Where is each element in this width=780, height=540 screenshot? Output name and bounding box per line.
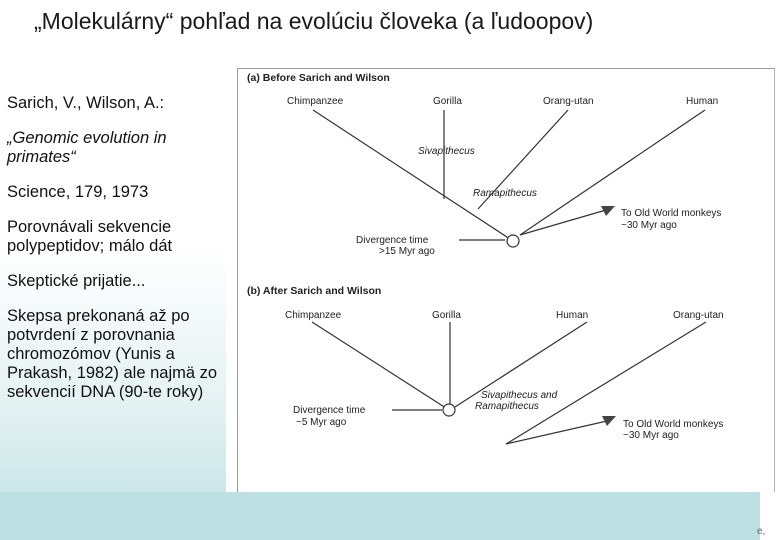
panel-a-divergence-value: >15 Myr ago [379,246,435,257]
bullet-confirmation: Skepsa prekonaná až po potvrdení z porovnania chromozómov (Yunis a Prakash, 1982) ale najmä zo sekvencií DNA (90-te roky) [7,307,218,401]
panel-b-taxon-3: Human [556,310,589,321]
panel-a-taxon-3: Orang-utan [543,96,594,107]
bullet-authors: Sarich, V., Wilson, A.: [7,94,165,112]
node-a-divergence [507,235,519,247]
branch-b-chimpanzee [312,322,449,410]
panel-a-title: (a) Before Sarich and Wilson [247,72,390,84]
panel-a-taxon-2: Gorilla [433,96,462,107]
panel-b-fossil-label: Sivapithecus and [481,390,558,401]
slide-title: „Molekulárny“ pohľad na evolúciu človeka (a ľudoopov) [34,8,594,34]
panel-b-divergence-label: Divergence time [293,405,366,416]
corner-mark: e, [757,526,766,537]
panel-a-taxon-1: Chimpanzee [287,96,344,107]
panel-b-taxon-4: Orang-utan [673,310,724,321]
panel-a-outgroup-label: To Old World monkeys [621,208,722,219]
panel-a-outgroup-value: ~30 Myr ago [621,220,677,231]
branch-a-chimpanzee [313,110,513,241]
panel-b-divergence-value: ~5 Myr ago [296,417,347,428]
panel-a-fossil-1: Sivapithecus [418,146,475,157]
panel-a-divergence-label: Divergence time [356,235,429,246]
bullet-method: Porovnávali sekvencie polypeptidov; málo dát [7,218,173,255]
bullet-journal: Science, 179, 1973 [7,183,149,201]
branch-b-outgroup [506,421,607,444]
arrow-b-outgroup [602,416,616,426]
panel-b-outgroup-label: To Old World monkeys [623,419,724,430]
panel-b-title: (b) After Sarich and Wilson [247,285,382,297]
node-b-divergence [443,404,455,416]
panel-a-fossil-2: Ramapithecus [473,188,537,199]
branch-a-outgroup [520,210,606,235]
panel-b-taxon-1: Chimpanzee [285,310,342,321]
panel-b-outgroup-value: ~30 Myr ago [623,430,679,441]
panel-b-fossil-label-2: Ramapithecus [475,401,539,412]
bullet-paper-title: „Genomic evolution in primates“ [7,129,167,166]
panel-a-taxon-4: Human [686,96,719,107]
panel-b-taxon-2: Gorilla [432,310,461,321]
bullet-reception: Skeptické prijatie... [7,272,146,290]
